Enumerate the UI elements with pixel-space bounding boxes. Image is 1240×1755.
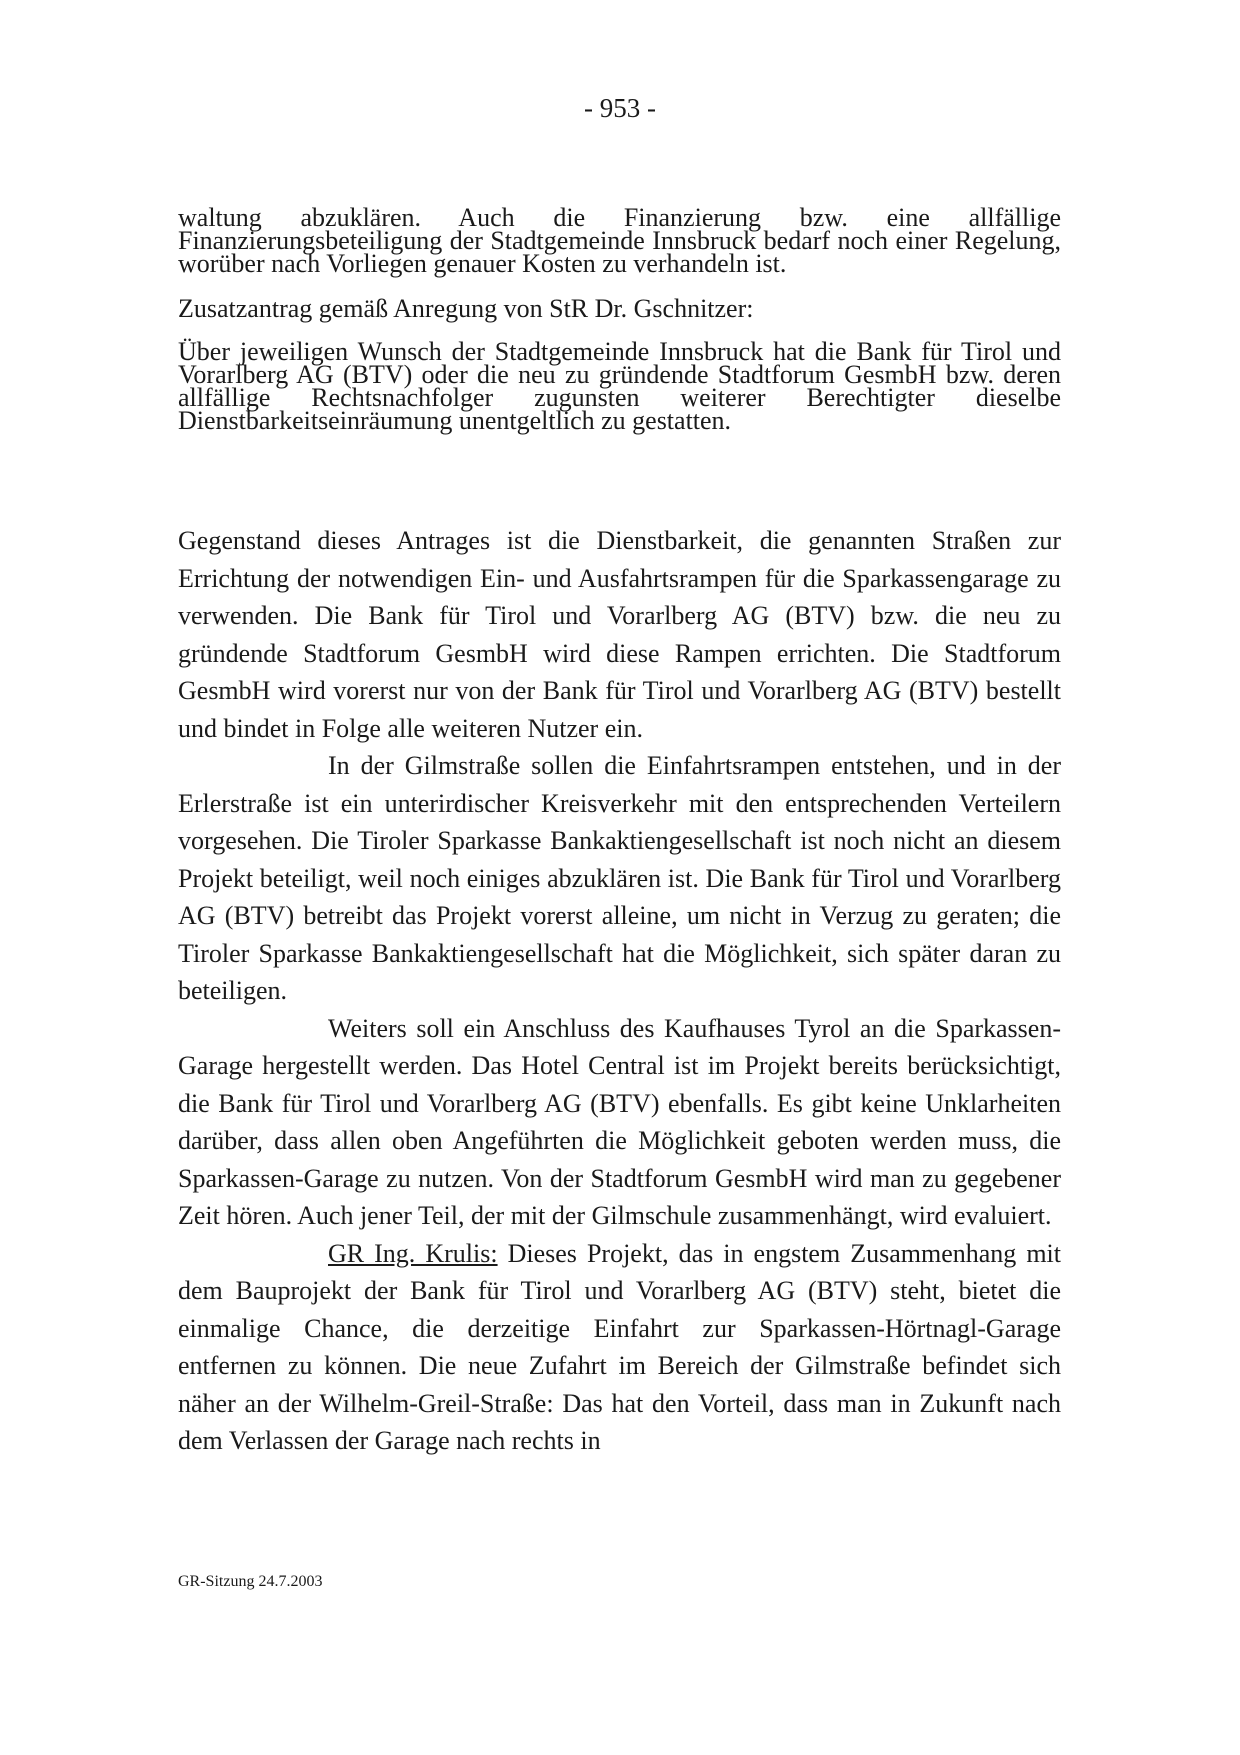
paragraph-3: Weiters soll ein Anschluss des Kaufhauses Tyrol an die Sparkassen-Garage hergestellt werden. Das Hotel Central ist im Projekt bereits berücksichtigt, die Bank für Tirol und Vorarlberg AG (BTV) ebenfalls. Es gibt keine Unklarheiten darüber, dass allen oben Angeführten die Möglichkeit geboten werden muss, die Sparkassen-Garage zu nutzen. Von der Stadtforum GesmbH wird man zu gegebener Zeit hören. Auch jener Teil, der mit der Gilmschule zusammenhängt, wird evaluiert. xyxy=(178,1013,1061,1230)
amendment-heading: Zusatzantrag gemäß Anregung von StR Dr. Gschnitzer: xyxy=(178,294,754,323)
footer: GR-Sitzung 24.7.2003 xyxy=(178,1573,323,1590)
paragraph-2: In der Gilmstraße sollen die Einfahrtsrampen entstehen, und in der Erlerstraße ist ein unterirdischer Kreisverkehr mit den entsprechenden Verteilern vorgesehen. Die Tiroler Sparkasse Bankaktiengesellschaft ist noch nicht an diesem Projekt beteiligt, weil noch einiges abzuklären ist. Die Bank für Tirol und Vorarlberg AG (BTV) betreibt das Projekt vorerst alleine, um nicht in Verzug zu geraten; die Tiroler Sparkasse Bankaktiengesellschaft hat die Möglichkeit, sich später daran zu beteiligen. xyxy=(178,751,1061,1005)
main-body xyxy=(178,522,1061,1460)
intro-section xyxy=(178,203,1061,435)
page-number: - 953 - xyxy=(584,93,656,123)
intro-paragraph: waltung abzuklären. Auch die Finanzierung bzw. eine allfällige Finanzierungsbeteiligung der Stadtgemeinde Innsbruck bedarf noch einer Regelung, worüber nach Vorliegen genauer Kosten zu verhandeln ist. xyxy=(178,203,1061,278)
speaker-statement: Dieses Projekt, das in engstem Zusammenhang mit dem Bauprojekt der Bank für Tirol und Vorarlberg AG (BTV) steht, bietet die einmalige Chance, die derzeitige Einfahrt zur Sparkassen-Hörtnagl-Garage entfernen zu können. Die neue Zufahrt im Bereich der Gilmstraße befindet sich näher an der Wilhelm-Greil-Straße: Das hat den Vorteil, dass man in Zukunft nach dem Verlassen der Garage nach rechts in xyxy=(178,1238,1062,1455)
speaker-name: GR Ing. Krulis: xyxy=(328,1238,498,1268)
amendment-text: Über jeweiligen Wunsch der Stadtgemeinde Innsbruck hat die Bank für Tirol und Vorarlberg AG (BTV) oder die neu zu gründende Stadtforum GesmbH bzw. deren allfällige Rechtsnachfolger zugunsten weiterer Berechtigter dieselbe Dienstbarkeitseinräumung unentgeltlich zu gestatten. xyxy=(178,337,1061,435)
paragraph-1: Gegenstand dieses Antrages ist die Dienstbarkeit, die genannten Straßen zur Errichtung der notwendigen Ein- und Ausfahrtsrampen für die Sparkassengarage zu verwenden. Die Bank für Tirol und Vorarlberg AG (BTV) bzw. die neu zu gründende Stadtforum GesmbH wird diese Rampen errichten. Die Stadtforum GesmbH wird vorerst nur von der Bank für Tirol und Vorarlberg AG (BTV) bestellt und bindet in Folge alle weiteren Nutzer ein. xyxy=(178,526,1061,743)
paragraph-4 xyxy=(178,1235,1061,1460)
